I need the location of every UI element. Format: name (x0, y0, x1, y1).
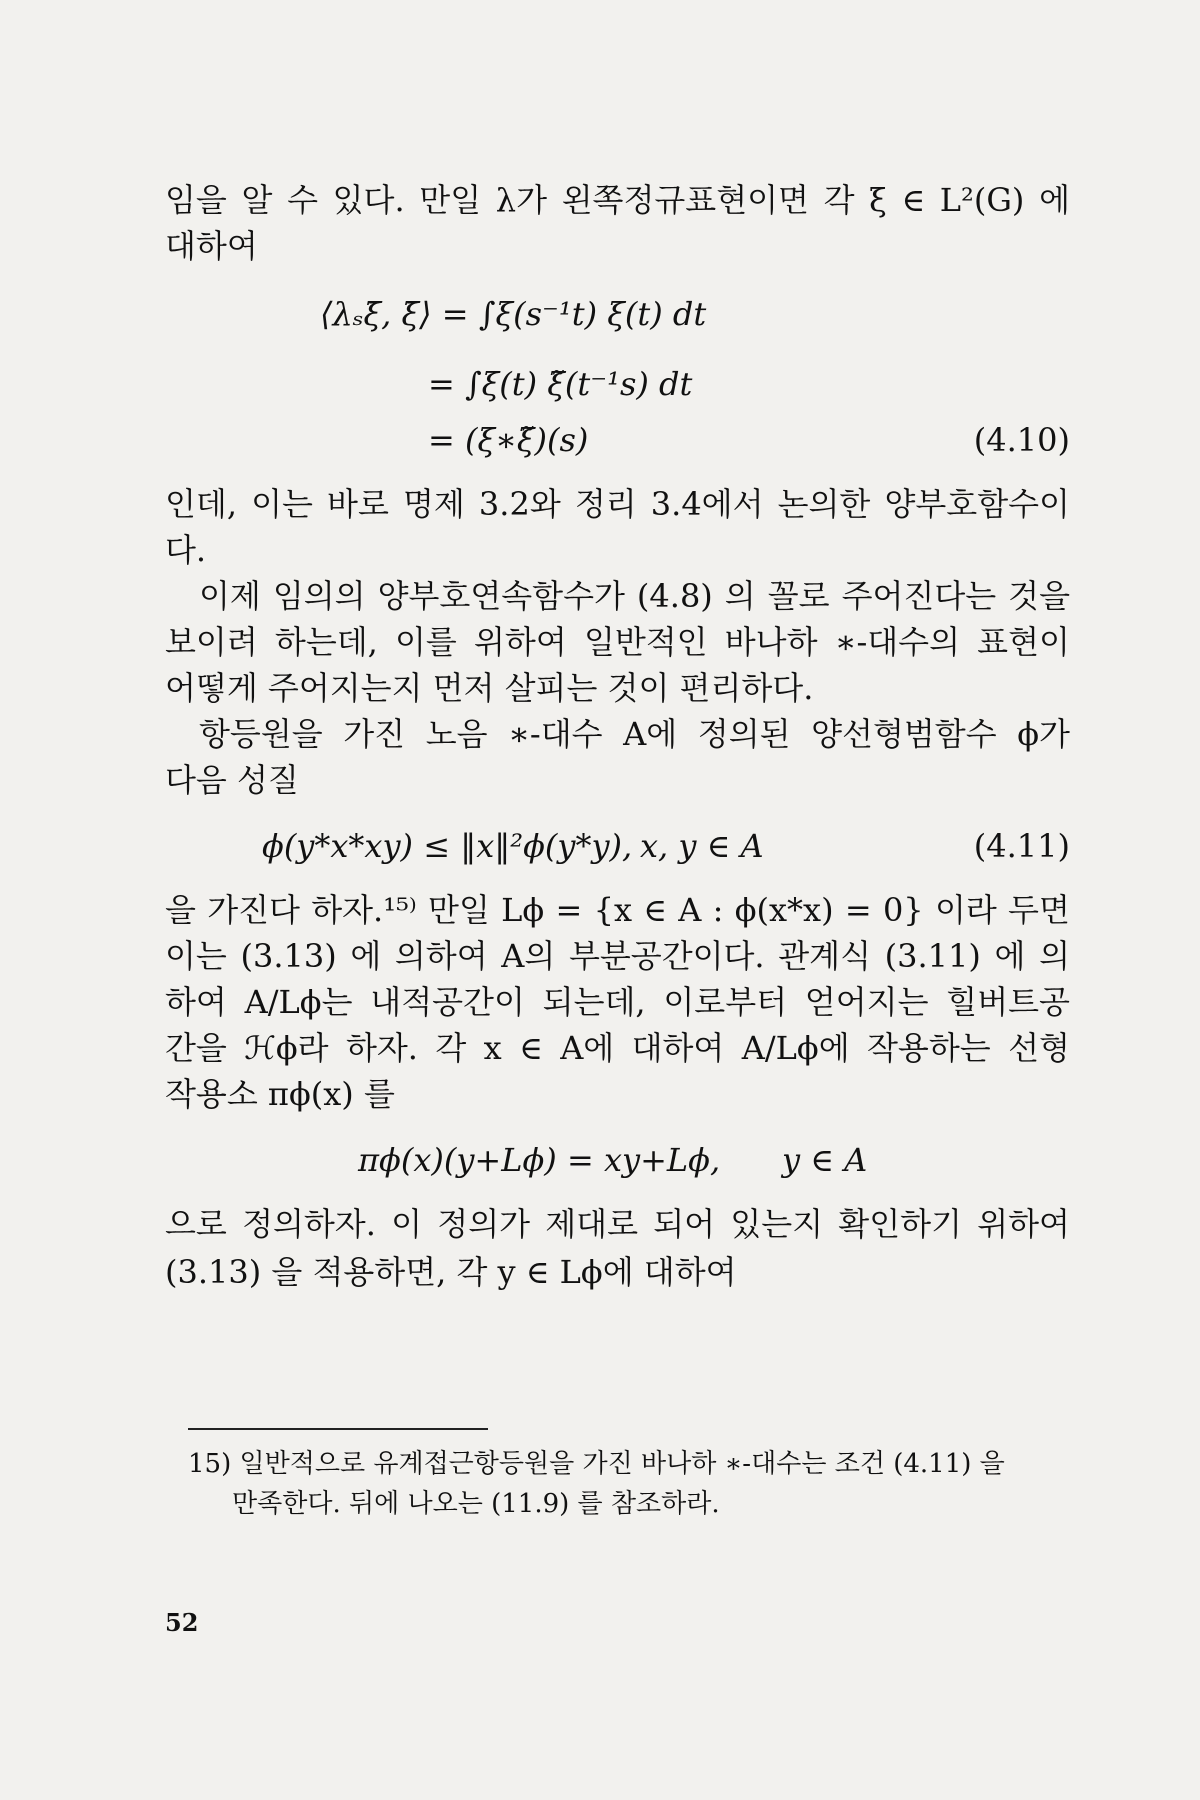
word: 일반적인 (583, 623, 708, 661)
word: A의 (501, 937, 556, 975)
word: 위하여 (977, 1205, 1070, 1243)
word: 하자.¹⁵⁾ (311, 891, 417, 929)
word: ∈ (519, 1029, 543, 1067)
word: 주어진다는 (841, 577, 997, 615)
word: 바나하 (724, 623, 818, 661)
word: 이를 (395, 623, 457, 661)
word: 되어 (653, 1205, 716, 1243)
word: 하여 (165, 983, 227, 1021)
word: 가진다 (207, 891, 300, 929)
equation-4-11-condition: x, y ∈ A (640, 827, 764, 865)
word: λ가 (495, 181, 547, 219)
word: (3.11) (884, 937, 981, 975)
paragraph3-line1 (165, 576, 1070, 616)
paragraph5-line4 (165, 1028, 1070, 1068)
word: 선형 (1008, 1029, 1070, 1067)
word: 수 (287, 181, 318, 219)
word: 의 (724, 577, 756, 615)
word: x (483, 1029, 502, 1067)
word: 에 (350, 937, 382, 975)
word: 3.2와 (478, 485, 561, 523)
word: 하자. (345, 1029, 418, 1067)
word: ϕ(x*x) (734, 891, 834, 929)
word: ∗-대수의 (834, 623, 960, 661)
footnote-line1: 15) 일반적으로 유계접근항등원을 가진 바나하 ∗-대수는 조건 (4.11) 을 (188, 1449, 1005, 1479)
word: {x (593, 891, 632, 929)
word: Lϕ (501, 891, 545, 929)
word: 에 (994, 937, 1026, 975)
word: 힐버트공 (946, 983, 1070, 1021)
word: 위하여 (474, 623, 567, 661)
footnote-line2: 만족한다. 뒤에 나오는 (11.9) 를 참조하라. (232, 1489, 720, 1519)
word: 명제 (402, 485, 465, 523)
word: 의하여 (394, 937, 488, 975)
equation-4-10-row1: ⟨λₛξ̄, ξ̄⟩ = ∫ξ(s⁻¹t) ξ(t) dt (320, 295, 707, 333)
equation-number-4-11: (4.11) (973, 827, 1070, 865)
word: = (555, 891, 583, 929)
word: 임을 (165, 181, 227, 219)
word: (3.13) (240, 937, 337, 975)
word: 확인하기 (838, 1205, 962, 1243)
paragraph5-line5: 작용소 πϕ(x) 를 (165, 1075, 395, 1113)
paragraph6-line1 (165, 1204, 1070, 1244)
word: 되는데, (542, 983, 646, 1021)
word: ∗-대수 (508, 715, 603, 753)
word: 관계식 (778, 937, 871, 975)
word: 각 (823, 181, 855, 219)
word: 이라 (934, 891, 997, 929)
equation-4-11-formula: ϕ(y*x*xy) ≤ ‖x‖²ϕ(y*y), (262, 827, 633, 865)
word: 3.4에서 (650, 485, 764, 523)
paragraph5-line3 (165, 982, 1070, 1022)
word: 이제 (199, 577, 261, 615)
paragraph3-line2 (165, 622, 1070, 662)
word: L²(G) (939, 181, 1025, 219)
equation-4-10-row2: = ∫ξ(t) ξ̃(t⁻¹s) dt (428, 365, 693, 403)
page-number: 52 (165, 1608, 199, 1637)
equation-number-4-10: (4.10) (973, 421, 1070, 459)
word: 논의한 (777, 485, 871, 523)
word: 부분공간이다. (568, 937, 765, 975)
word: 왼쪽정규표현이면 (561, 181, 809, 219)
word: 정의된 (697, 715, 791, 753)
word: (4.8) (636, 577, 713, 615)
word: ϕ가 (1017, 715, 1070, 753)
word: ∈ (901, 181, 926, 219)
word: A/Lϕ는 (244, 983, 353, 1021)
word: A에 (623, 715, 678, 753)
word: 으로 (165, 1205, 227, 1243)
word: 있다. (332, 181, 405, 219)
word: ∈ (643, 891, 667, 929)
word: 이로부터 (663, 983, 788, 1021)
word: 이 (391, 1205, 423, 1243)
word: 바로 (327, 485, 389, 523)
word: 양선형범함수 (811, 715, 997, 753)
word: : (712, 891, 724, 929)
paragraph1-line1 (165, 180, 1070, 220)
word: 에 (1039, 181, 1070, 219)
word: 보이려 (165, 623, 258, 661)
word: ξ (869, 181, 887, 219)
paragraph2-line1 (165, 484, 1070, 524)
word: 정의가 (437, 1205, 531, 1243)
word: 내적공간이 (370, 983, 525, 1021)
word: 양부호함수이 (884, 485, 1070, 523)
paragraph4-line1 (165, 714, 1070, 754)
word: 표현이 (977, 623, 1070, 661)
word: 얻어지는 (804, 983, 929, 1021)
word: 제대로 (545, 1205, 639, 1243)
word: 간을 (165, 1029, 227, 1067)
word: 두면 (1008, 891, 1070, 929)
equation-pi-condition: y ∈ A (782, 1141, 868, 1179)
word: A/Lϕ에 (741, 1029, 850, 1067)
word: 이는 (251, 485, 313, 523)
word: 만일 (419, 181, 482, 219)
paragraph6-line2: (3.13) 을 적용하면, 각 y ∈ Lϕ에 대하여 (165, 1253, 737, 1291)
word: 것을 (1008, 577, 1070, 615)
word: 꼴로 (767, 577, 830, 615)
paragraph5-line1 (165, 890, 1070, 930)
word: A (678, 891, 702, 929)
word: 만일 (428, 891, 490, 929)
word: 있는지 (730, 1205, 824, 1243)
word: 가진 (343, 715, 406, 753)
equation-pi-formula: πϕ(x)(y+Lϕ) = xy+Lϕ, (358, 1141, 721, 1179)
word: 을 (165, 891, 196, 929)
paragraph3-line3: 어떻게 주어지는지 먼저 살피는 것이 편리하다. (165, 669, 814, 707)
paragraph2-line2: 다. (165, 531, 207, 569)
word: 임의의 (272, 577, 366, 615)
word: 정리 (574, 485, 637, 523)
word: 0} (882, 891, 924, 929)
word: 항등원을 (199, 715, 323, 753)
word: 인데, (165, 485, 237, 523)
word: 알 (241, 181, 273, 219)
paragraph5-line2 (165, 936, 1070, 976)
word: 정의하자. (242, 1205, 376, 1243)
word: 의 (1039, 937, 1070, 975)
word: ℋϕ라 (244, 1029, 329, 1067)
word: 양부호연속함수가 (377, 577, 625, 615)
footnote-divider (188, 1428, 488, 1430)
word: 각 (435, 1029, 467, 1067)
word: 작용하는 (867, 1029, 991, 1067)
paragraph4-line2: 다음 성질 (165, 761, 299, 799)
word: 하는데, (274, 623, 378, 661)
word: 이는 (165, 937, 227, 975)
word: = (844, 891, 872, 929)
equation-4-10-row3: = (ξ∗ξ̃)(s) (428, 421, 589, 459)
word: A에 (560, 1029, 615, 1067)
word: 대하여 (631, 1029, 725, 1067)
paragraph1-line2: 대하여 (165, 227, 258, 265)
word: 노음 (425, 715, 488, 753)
